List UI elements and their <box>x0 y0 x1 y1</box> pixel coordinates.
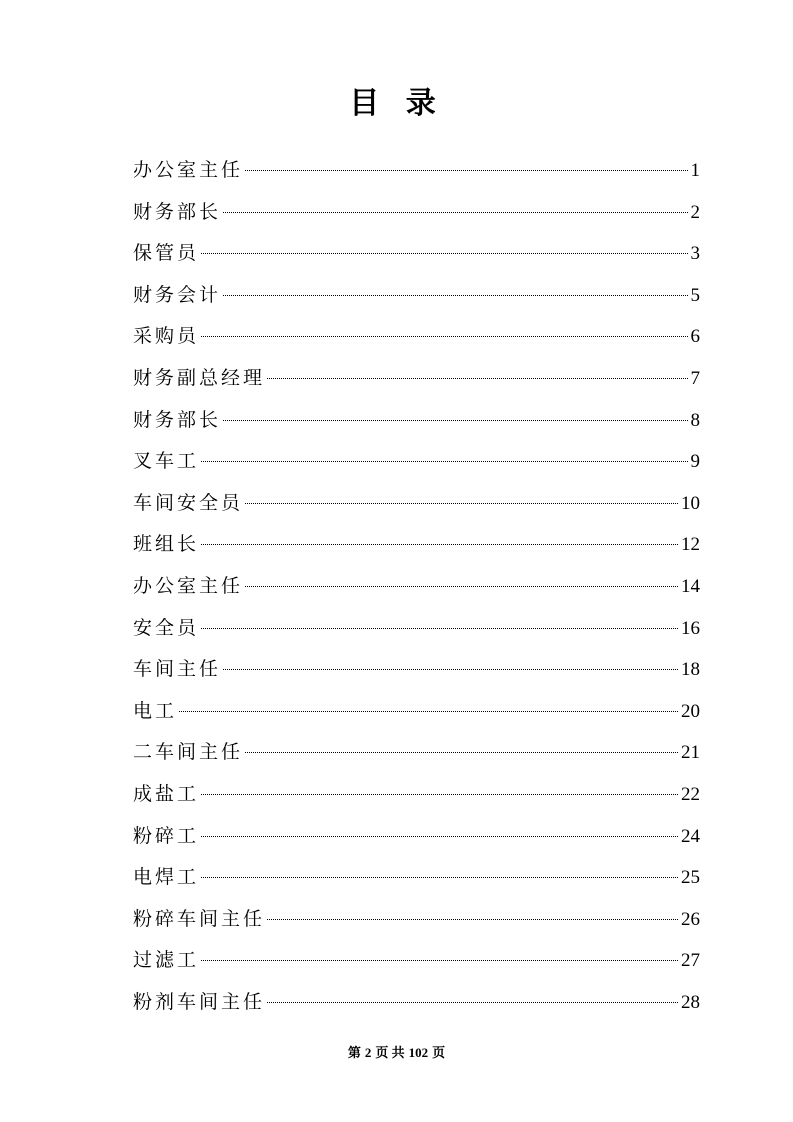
toc-entry-page-number: 7 <box>690 367 700 389</box>
page-footer <box>0 1042 793 1061</box>
toc-entry-page-number: 9 <box>690 451 700 473</box>
toc-entry-page-number: 1 <box>690 160 700 181</box>
toc-entry-label: 班组长 <box>133 533 200 556</box>
toc-entry[interactable] <box>133 233 700 275</box>
toc-entry-page-number: 6 <box>690 326 700 348</box>
toc-entry-label: 财务会计 <box>133 283 222 306</box>
toc-entry-label: 车间安全员 <box>133 491 244 514</box>
toc-entry[interactable] <box>133 400 700 442</box>
toc-dot-leader <box>201 877 678 878</box>
toc-entry-page-number: 21 <box>681 742 700 764</box>
toc-dot-leader <box>245 586 678 587</box>
toc-dot-leader <box>201 336 687 337</box>
toc-entry[interactable] <box>133 857 700 899</box>
toc-entry[interactable] <box>133 483 700 525</box>
toc-entry-page-number: 18 <box>681 659 700 681</box>
toc-entry-label: 保管员 <box>133 242 200 265</box>
toc-entry-label: 粉剂车间主任 <box>133 990 266 1013</box>
toc-entry-page-number: 20 <box>681 700 700 722</box>
toc-entry[interactable] <box>133 441 700 483</box>
footer-prefix: 第 <box>347 1045 361 1060</box>
toc-entry-label: 二车间主任 <box>133 741 244 764</box>
toc-entry-page-number: 3 <box>690 243 700 265</box>
toc-dot-leader <box>267 919 678 920</box>
toc-entry-page-number: 22 <box>681 783 700 805</box>
toc-dot-leader <box>245 170 687 171</box>
toc-entry[interactable] <box>133 940 700 982</box>
toc-entry[interactable] <box>133 691 700 733</box>
toc-entry[interactable] <box>133 732 700 774</box>
toc-entry-page-number: 5 <box>690 284 700 306</box>
toc-entry-page-number: 8 <box>690 409 700 431</box>
toc-entry-label: 车间主任 <box>133 658 222 681</box>
toc-entry-label: 财务部长 <box>133 200 222 223</box>
toc-entry[interactable] <box>133 150 700 192</box>
toc-entry[interactable] <box>133 982 700 1024</box>
toc-entry-page-number: 2 <box>690 201 700 223</box>
toc-entry[interactable] <box>133 192 700 234</box>
footer-middle: 页 共 <box>375 1045 405 1060</box>
toc-dot-leader <box>223 669 678 670</box>
toc-dot-leader <box>201 544 678 545</box>
toc-entry[interactable] <box>133 566 700 608</box>
footer-total-pages: 102 <box>408 1045 429 1060</box>
toc-dot-leader <box>201 836 678 837</box>
toc-entry[interactable] <box>133 524 700 566</box>
footer-current-page: 2 <box>364 1045 372 1060</box>
toc-entry[interactable] <box>133 358 700 400</box>
toc-entry-label: 办公室主任 <box>133 159 244 181</box>
toc-entry-label: 安全员 <box>133 616 200 639</box>
toc-entry-label: 电焊工 <box>133 866 200 889</box>
toc-entry-label: 电工 <box>133 699 178 722</box>
toc-dot-leader <box>201 461 687 462</box>
toc-entry-label: 财务部长 <box>133 408 222 431</box>
toc-dot-leader <box>223 420 687 421</box>
toc-entry-page-number: 10 <box>681 492 700 514</box>
toc-entry[interactable] <box>133 899 700 941</box>
toc-dot-leader <box>223 212 687 213</box>
toc-entry-page-number: 12 <box>681 534 700 556</box>
toc-entry-label: 成盐工 <box>133 782 200 805</box>
toc-entry[interactable] <box>133 275 700 317</box>
toc-dot-leader <box>201 628 678 629</box>
toc-dot-leader <box>267 378 687 379</box>
toc-entry-label: 过滤工 <box>133 949 200 972</box>
toc-entry-label: 采购员 <box>133 325 200 348</box>
toc-entry-page-number: 25 <box>681 867 700 889</box>
toc-entry-label: 粉碎车间主任 <box>133 907 266 930</box>
toc-entry-label: 财务副总经理 <box>133 366 266 389</box>
toc-dot-leader <box>223 295 687 296</box>
toc-dot-leader <box>245 503 678 504</box>
toc-dot-leader <box>179 711 678 712</box>
toc-entry[interactable] <box>133 608 700 650</box>
toc-dot-leader <box>201 794 678 795</box>
toc-entry[interactable] <box>133 649 700 691</box>
toc-entry-label: 办公室主任 <box>133 574 244 597</box>
toc-entry[interactable] <box>133 774 700 816</box>
page-title: 目 录 <box>349 86 444 121</box>
toc-entry-page-number: 28 <box>681 991 700 1013</box>
toc-dot-leader <box>267 1002 678 1003</box>
footer-suffix: 页 <box>432 1045 446 1060</box>
toc-entry-page-number: 27 <box>681 950 700 972</box>
table-of-contents <box>133 150 700 1023</box>
toc-entry-page-number: 14 <box>681 575 700 597</box>
toc-entry[interactable] <box>133 816 700 858</box>
toc-entry-label: 叉车工 <box>133 450 200 473</box>
toc-entry-page-number: 16 <box>681 617 700 639</box>
toc-dot-leader <box>201 253 687 254</box>
toc-entry-page-number: 26 <box>681 908 700 930</box>
toc-dot-leader <box>245 752 678 753</box>
toc-entry-page-number: 24 <box>681 825 700 847</box>
toc-entry-label: 粉碎工 <box>133 824 200 847</box>
toc-entry[interactable] <box>133 316 700 358</box>
toc-dot-leader <box>201 960 678 961</box>
